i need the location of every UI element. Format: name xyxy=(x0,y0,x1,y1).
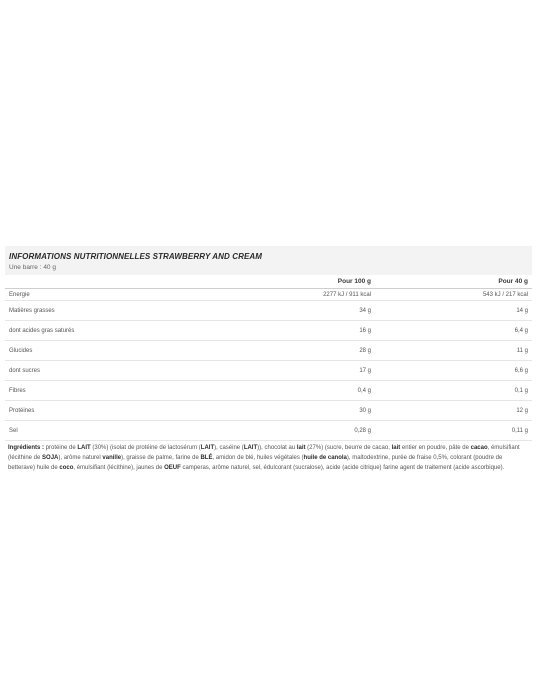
row-value-per40: 543 kJ / 217 kcal xyxy=(375,289,532,301)
row-value-per40: 14 g xyxy=(375,301,532,321)
nutrition-card xyxy=(5,246,532,473)
ingredients-body: protéine de LAIT (30%) (isolat de protéine de lactosérum (LAIT), caséine (LAIT)), chocolat au lait (27%) (sucre, beurre de cacao, lait entier en poudre, pâte de cacao, émulsifiant (lécithine de SOJA), arôme naturel vanille), graisse de palme, farine de BLÉ, amidon de blé, huiles végétales (huile de canola), maltodextrine, purée de fraise 0,5%, colorant (poudre de betterave) huile de coco, émulsifiant (lécithine), jaunes de OEUF camperas, arôme naturel, sel, édulcorant (sucralose), acide (acide citrique) farine agent de traitement (acide ascorbique). xyxy=(8,445,520,471)
row-value-per40: 0,1 g xyxy=(375,381,532,401)
row-label: dont acides gras saturés xyxy=(5,321,245,341)
column-header-label xyxy=(5,275,245,289)
row-value-per100: 0,28 g xyxy=(245,421,375,441)
row-label: Matières grasses xyxy=(5,301,245,321)
row-label: Glucides xyxy=(5,341,245,361)
row-label: Fibres xyxy=(5,381,245,401)
table-row xyxy=(5,321,532,341)
row-label: Energie xyxy=(5,289,245,301)
table-row xyxy=(5,289,532,301)
row-value-per40: 12 g xyxy=(375,401,532,421)
table-header-row xyxy=(5,275,532,289)
table-row xyxy=(5,381,532,401)
table-row xyxy=(5,421,532,441)
row-value-per100: 0,4 g xyxy=(245,381,375,401)
row-value-per100: 17 g xyxy=(245,361,375,381)
row-value-per40: 0,11 g xyxy=(375,421,532,441)
row-value-per40: 6,4 g xyxy=(375,321,532,341)
nutrition-header xyxy=(5,246,532,275)
row-value-per100: 2277 kJ / 911 kcal xyxy=(245,289,375,301)
row-value-per100: 28 g xyxy=(245,341,375,361)
ingredients-label: Ingrédients : xyxy=(8,445,45,451)
row-label: Sel xyxy=(5,421,245,441)
row-value-per100: 30 g xyxy=(245,401,375,421)
table-row xyxy=(5,301,532,321)
table-row xyxy=(5,361,532,381)
ingredients-text xyxy=(5,441,532,473)
serving-size: Une barre : 40 g xyxy=(9,264,56,271)
column-header-per40: Pour 40 g xyxy=(375,275,532,289)
table-row xyxy=(5,401,532,421)
row-value-per40: 6,6 g xyxy=(375,361,532,381)
column-header-per100: Pour 100 g xyxy=(245,275,375,289)
row-value-per40: 11 g xyxy=(375,341,532,361)
table-row xyxy=(5,341,532,361)
nutrition-table xyxy=(5,275,532,441)
nutrition-title: INFORMATIONS NUTRITIONNELLES STRAWBERRY AND CREAM xyxy=(9,252,263,261)
row-value-per100: 16 g xyxy=(245,321,375,341)
row-value-per100: 34 g xyxy=(245,301,375,321)
row-label: Protéines xyxy=(5,401,245,421)
row-label: dont sucres xyxy=(5,361,245,381)
